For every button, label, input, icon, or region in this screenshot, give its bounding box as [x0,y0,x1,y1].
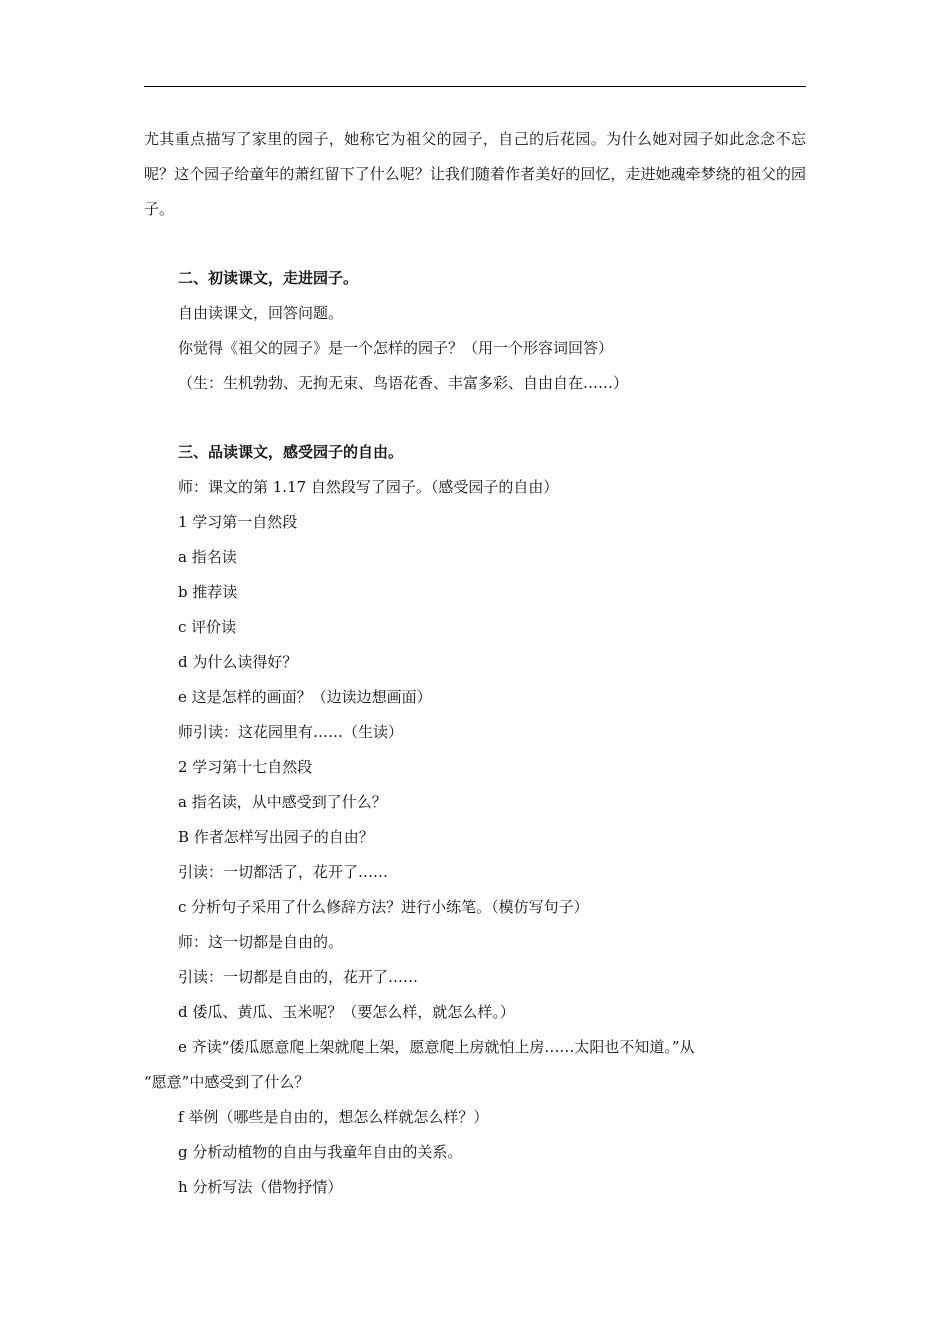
header-rule [144,86,806,87]
section-3-line: h 分析写法（借物抒情） [178,1178,343,1196]
section-2-line: 自由读课文，回答问题。 [178,304,344,322]
section-3-heading: 三、品读课文，感受园子的自由。 [178,443,404,461]
section-3-line: 师引读：这花园里有……（生读） [178,723,404,741]
section-3-line: d 为什么读得好？ [178,653,298,671]
section-3-line: c 分析句子采用了什么修辞方法？进行小练笔。（模仿写句子） [178,898,589,916]
section-3-wrapped-line-first: e 齐读“倭瓜愿意爬上架就爬上架，愿意爬上房就怕上房……太阳也不知道。”从 [178,1038,695,1056]
section-3-line: b 推荐读 [178,583,238,601]
section-3-line: f 举例（哪些是自由的，想怎么样就怎么样？） [178,1108,489,1126]
section-3-wrapped-line-second: “愿意”中感受到了什么？ [144,1073,310,1091]
section-3-line: 师：这一切都是自由的。 [178,933,344,951]
section-2-line: 你觉得《祖父的园子》是一个怎样的园子？（用一个形容词回答） [178,339,614,357]
section-2-line: （生：生机勃勃、无拘无束、鸟语花香、丰富多彩、自由自在……） [178,374,629,392]
spacer [144,401,806,435]
section-3-line: d 倭瓜、黄瓜、玉米呢？（要怎么样，就怎么样。） [178,1003,515,1021]
section-3-line: a 指名读 [178,548,237,566]
section-3-line: 师：课文的第 1.17 自然段写了园子。（感受园子的自由） [178,478,559,496]
section-3-line: 引读：一切都活了，花开了…… [178,863,389,881]
section-3-line: B 作者怎样写出园子的自由？ [178,828,374,846]
intro-paragraph: 尤其重点描写了家里的园子，她称它为祖父的园子，自己的后花园。为什么她对园子如此念念不忘呢？这个园子给童年的萧红留下了什么呢？让我们随着作者美好的回忆，走进她魂牵梦绕的祖父的园子。 [144,130,806,218]
section-3-line: 2 学习第十七自然段 [178,758,313,776]
section-3-line: a 指名读，从中感受到了什么？ [178,793,387,811]
section-3-line: e 这是怎样的画面？（边读边想画面） [178,688,432,706]
section-3-line: 引读：一切都是自由的，花开了…… [178,968,419,986]
section-2-heading: 二、初读课文，走进园子。 [178,269,359,287]
spacer [144,227,806,261]
document-body [144,122,806,1205]
section-3-line: g 分析动植物的自由与我童年自由的关系。 [178,1143,463,1161]
section-3-line: c 评价读 [178,618,237,636]
section-3-line: 1 学习第一自然段 [178,513,298,531]
